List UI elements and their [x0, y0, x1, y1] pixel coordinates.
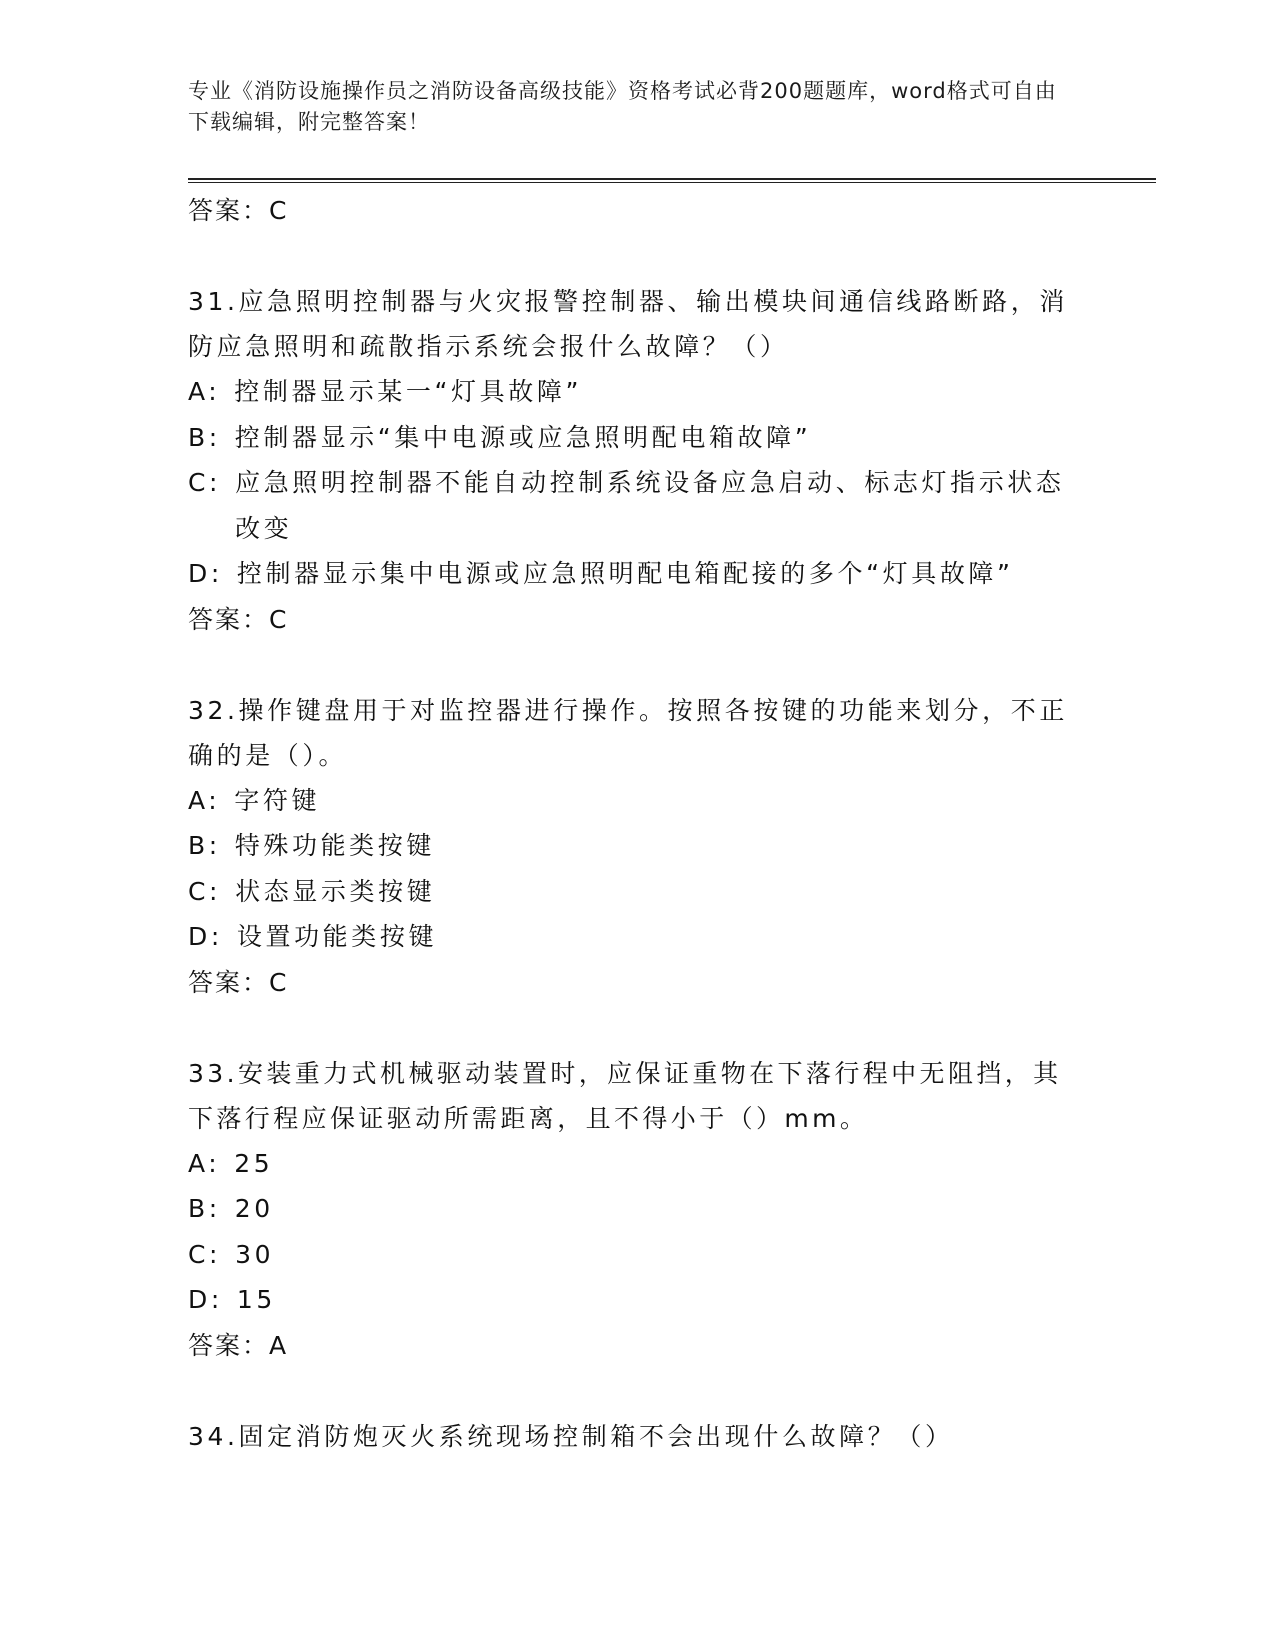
- option-text: 状态显示类按键: [235, 876, 436, 906]
- option-letter: B:: [188, 422, 221, 452]
- question-32: [188, 688, 1088, 1006]
- option-letter: C:: [188, 468, 222, 497]
- option-text: 30: [235, 1239, 275, 1269]
- option-text: 20: [234, 1194, 274, 1223]
- option-letter: B:: [188, 831, 221, 860]
- option-letter: A:: [188, 1148, 221, 1178]
- answer-line: 答案：C: [188, 604, 289, 634]
- option-c: [188, 460, 1088, 551]
- question-stem: 33.安装重力式机械驱动装置时，应保证重物在下落行程中无阻挡，其下落行程应保证驱动所需距离，且不得小于（）mm。: [188, 1058, 1062, 1133]
- option-b: [188, 1186, 1088, 1232]
- option-b: [188, 415, 1088, 461]
- option-text: 控制器显示“集中电源或应急照明配电箱故障”: [234, 422, 812, 452]
- document-body: [188, 188, 1088, 1459]
- option-letter: C:: [188, 876, 222, 906]
- option-c: [188, 1232, 1088, 1278]
- option-d: [188, 551, 1088, 597]
- header-divider: [188, 178, 1156, 183]
- question-31: [188, 279, 1088, 643]
- option-d: [188, 1277, 1088, 1323]
- option-b: [188, 823, 1088, 869]
- answer-line: 答案：C: [188, 196, 289, 225]
- option-c: [188, 869, 1088, 915]
- question-stem: 34.固定消防炮灭火系统现场控制箱不会出现什么故障？（）: [188, 1421, 954, 1451]
- option-text: 15: [236, 1285, 276, 1314]
- answer-line: 答案：C: [188, 967, 289, 997]
- option-a: [188, 369, 1088, 415]
- option-letter: C:: [188, 1239, 222, 1269]
- option-letter: A:: [188, 785, 221, 815]
- question-stem: 31.应急照明控制器与火灾报警控制器、输出模块间通信线路断路，消防应急照明和疏散指示系统会报什么故障？（）: [188, 287, 1068, 361]
- option-text: 设置功能类按键: [236, 922, 438, 951]
- option-text: 25: [234, 1148, 274, 1178]
- option-text: 特殊功能类按键: [234, 831, 435, 860]
- option-a: [188, 778, 1088, 824]
- question-stem: 32.操作键盘用于对监控器进行操作。按照各按键的功能来划分，不正确的是（）。: [188, 695, 1068, 770]
- question-33: [188, 1051, 1088, 1369]
- option-letter: D:: [188, 1285, 223, 1314]
- option-a: [188, 1141, 1088, 1187]
- option-text: 控制器显示集中电源或应急照明配电箱配接的多个“灯具故障”: [236, 559, 1014, 588]
- option-text: 应急照明控制器不能自动控制系统设备应急启动、标志灯指示状态改变: [235, 468, 1065, 543]
- option-letter: B:: [188, 1194, 221, 1223]
- option-d: [188, 914, 1088, 960]
- answer-line: 答案：A: [188, 1330, 289, 1360]
- option-letter: D:: [188, 922, 223, 951]
- option-letter: D:: [188, 559, 223, 588]
- option-text: 控制器显示某一“灯具故障”: [234, 377, 583, 406]
- option-letter: A:: [188, 377, 221, 406]
- question-34: [188, 1414, 1088, 1459]
- document-header: 专业《消防设施操作员之消防设备高级技能》资格考试必背200题题库，word格式可自由下载编辑，附完整答案！: [188, 79, 1057, 134]
- option-text: 字符键: [234, 785, 321, 815]
